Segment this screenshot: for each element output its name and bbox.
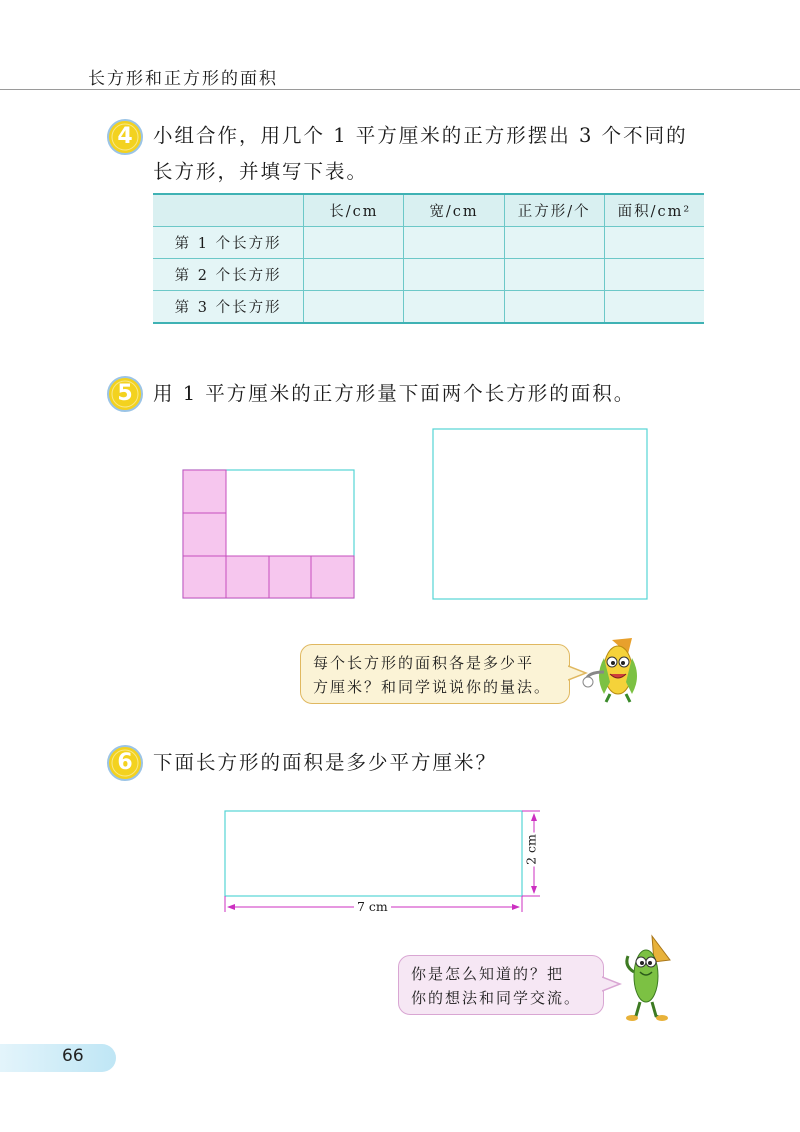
table-header-cell: 宽/cm: [404, 194, 504, 227]
problem-6-text: 下面长方形的面积是多少平方厘米？: [153, 751, 498, 774]
height-label: 2 cm: [523, 834, 539, 865]
table-row: [153, 291, 704, 324]
problem-4-number: 4: [117, 124, 133, 149]
bubble-1-line2: 方厘米？和同学说说你的量法。: [313, 678, 552, 696]
table-cell-squares[interactable]: [504, 291, 604, 324]
chapter-title: 长方形和正方形的面积: [88, 69, 278, 89]
page-number-tab: [0, 1044, 116, 1072]
table-cell-area[interactable]: [604, 227, 704, 259]
bubble-1-line1: 每个长方形的面积各是多少平: [313, 654, 535, 672]
unit-square-tile: [311, 556, 354, 598]
table-cell-width[interactable]: [404, 227, 504, 259]
rectangle-c-outline: [225, 811, 522, 896]
problem-5-number: 5: [117, 381, 133, 406]
problem-4-badge: [107, 119, 143, 155]
problem-5-badge: [107, 376, 143, 412]
table-cell-squares[interactable]: [504, 259, 604, 291]
problem-4-text-line1: 小组合作，用几个 1 平方厘米的正方形摆出 3 个不同的: [153, 124, 688, 147]
header-divider: [0, 89, 800, 90]
table-row-label: 第 2 个长方形: [153, 259, 304, 291]
page-number: 66: [62, 1046, 84, 1066]
table-row: [153, 259, 704, 291]
bean-mascot-icon: [618, 932, 676, 1022]
table-cell-width[interactable]: [404, 259, 504, 291]
unit-square-tile: [183, 556, 226, 598]
unit-square-tile: [183, 470, 226, 513]
rectangle-table: [153, 193, 704, 324]
table-row: [153, 227, 704, 259]
table-cell-area[interactable]: [604, 291, 704, 324]
unit-square-tile: [226, 556, 269, 598]
hint-speech-bubble-2: [398, 955, 604, 1015]
table-cell-length[interactable]: [304, 227, 404, 259]
table-cell-length[interactable]: [304, 259, 404, 291]
hint-speech-bubble-1: [300, 644, 570, 704]
problem-5-text: 用 1 平方厘米的正方形量下面两个长方形的面积。: [153, 382, 636, 405]
table-header-cell: 长/cm: [304, 194, 404, 227]
bubble-2-line2: 你的想法和同学交流。: [411, 989, 582, 1007]
table-cell-width[interactable]: [404, 291, 504, 324]
rectangle-a-figure: [180, 468, 358, 602]
table-cell-area[interactable]: [604, 259, 704, 291]
rectangle-b-figure: [430, 426, 650, 602]
table-header-cell: [153, 194, 304, 227]
problem-6-badge: [107, 745, 143, 781]
unit-square-tile: [269, 556, 311, 598]
problem-6-number: 6: [117, 750, 133, 775]
table-header-row: [153, 194, 704, 227]
bubble-2-line1: 你是怎么知道的？把: [411, 965, 565, 983]
width-label: 7 cm: [354, 899, 391, 914]
table-row-label: 第 1 个长方形: [153, 227, 304, 259]
table-cell-squares[interactable]: [504, 227, 604, 259]
rectangle-b-outline: [433, 429, 647, 599]
problem-4-text-line2: 长方形，并填写下表。: [153, 160, 369, 183]
table-cell-length[interactable]: [304, 291, 404, 324]
table-row-label: 第 3 个长方形: [153, 291, 304, 324]
table-header-cell: 正方形/个: [504, 194, 604, 227]
corn-mascot-icon: [582, 632, 650, 704]
unit-square-tile: [183, 513, 226, 556]
table-header-cell: 面积/cm²: [604, 194, 704, 227]
